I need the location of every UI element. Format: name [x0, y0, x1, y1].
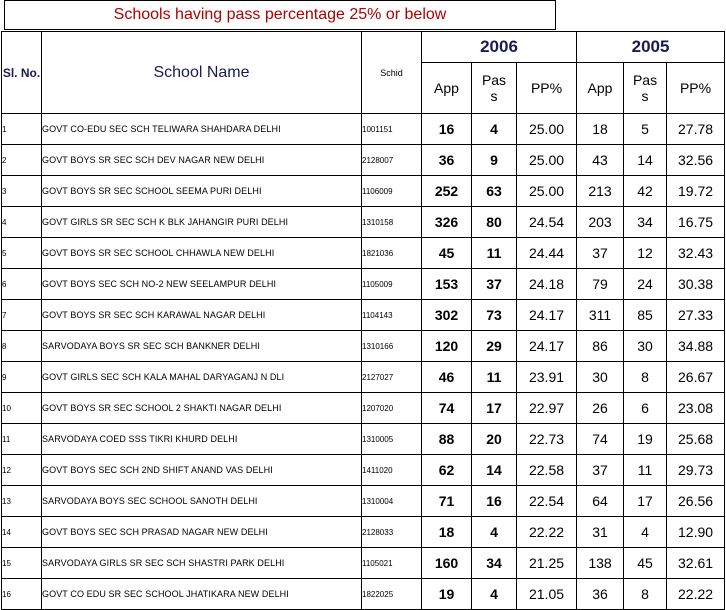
cell-pp-2005: 32.56 [667, 145, 725, 176]
cell-pass-2006: 29 [472, 331, 517, 362]
cell-sl-no: 8 [2, 331, 42, 362]
cell-app-2005: 36 [577, 579, 624, 610]
cell-pp-2006: 24.44 [517, 238, 577, 269]
cell-sl-no: 6 [2, 269, 42, 300]
table-row [2, 486, 725, 517]
cell-sl-no: 16 [2, 579, 42, 610]
header-pass-2005: Pas s [624, 63, 667, 114]
cell-pp-2006: 22.97 [517, 393, 577, 424]
cell-pp-2006: 23.91 [517, 362, 577, 393]
cell-schid: 1105021 [362, 548, 422, 579]
header-app-2006: App [422, 63, 472, 114]
cell-pp-2006: 21.05 [517, 579, 577, 610]
cell-pass-2005: 6 [624, 393, 667, 424]
cell-pp-2006: 22.54 [517, 486, 577, 517]
cell-pass-2005: 14 [624, 145, 667, 176]
cell-pp-2005: 25.68 [667, 424, 725, 455]
cell-pp-2005: 32.61 [667, 548, 725, 579]
cell-schid: 1310004 [362, 486, 422, 517]
cell-school-name: GOVT BOYS SEC SCH 2ND SHIFT ANAND VAS DELHI [42, 455, 362, 486]
cell-sl-no: 11 [2, 424, 42, 455]
cell-app-2006: 18 [422, 517, 472, 548]
header-year-2006: 2006 [422, 32, 577, 63]
cell-pass-2005: 11 [624, 455, 667, 486]
header-app-2005: App [577, 63, 624, 114]
cell-app-2005: 74 [577, 424, 624, 455]
cell-sl-no: 12 [2, 455, 42, 486]
cell-school-name: GOVT BOYS SR SEC SCH DEV NAGAR NEW DELHI [42, 145, 362, 176]
cell-pass-2006: 4 [472, 579, 517, 610]
table-row [2, 579, 725, 610]
header-pass-2006: Pas s [472, 63, 517, 114]
cell-app-2005: 311 [577, 300, 624, 331]
cell-app-2006: 326 [422, 207, 472, 238]
cell-sl-no: 3 [2, 176, 42, 207]
cell-app-2006: 19 [422, 579, 472, 610]
cell-school-name: SARVODAYA BOYS SR SEC SCH BANKNER DELHI [42, 331, 362, 362]
cell-sl-no: 1 [2, 114, 42, 145]
cell-app-2006: 62 [422, 455, 472, 486]
cell-pass-2005: 85 [624, 300, 667, 331]
cell-sl-no: 10 [2, 393, 42, 424]
cell-pp-2005: 27.78 [667, 114, 725, 145]
cell-pp-2006: 24.17 [517, 300, 577, 331]
cell-app-2006: 71 [422, 486, 472, 517]
header-schid: Schid [362, 32, 422, 114]
cell-school-name: GOVT BOYS SR SEC SCH KARAWAL NAGAR DELHI [42, 300, 362, 331]
cell-pass-2006: 20 [472, 424, 517, 455]
table-row [2, 331, 725, 362]
cell-pass-2006: 63 [472, 176, 517, 207]
cell-sl-no: 2 [2, 145, 42, 176]
cell-pp-2006: 22.73 [517, 424, 577, 455]
cell-app-2005: 31 [577, 517, 624, 548]
cell-sl-no: 14 [2, 517, 42, 548]
table-row [2, 300, 725, 331]
cell-school-name: GOVT BOYS SR SEC SCHOOL SEEMA PURI DELHI [42, 176, 362, 207]
cell-schid: 2128033 [362, 517, 422, 548]
cell-app-2006: 36 [422, 145, 472, 176]
cell-app-2005: 86 [577, 331, 624, 362]
cell-pass-2006: 37 [472, 269, 517, 300]
cell-app-2005: 79 [577, 269, 624, 300]
cell-sl-no: 15 [2, 548, 42, 579]
cell-sl-no: 9 [2, 362, 42, 393]
table-row [2, 393, 725, 424]
cell-schid: 1822025 [362, 579, 422, 610]
cell-pp-2006: 25.00 [517, 114, 577, 145]
cell-app-2006: 74 [422, 393, 472, 424]
cell-app-2006: 160 [422, 548, 472, 579]
cell-pp-2006: 24.17 [517, 331, 577, 362]
table-row [2, 114, 725, 145]
cell-pass-2005: 19 [624, 424, 667, 455]
cell-app-2005: 64 [577, 486, 624, 517]
cell-schid: 1001151 [362, 114, 422, 145]
cell-pass-2005: 24 [624, 269, 667, 300]
cell-pass-2006: 34 [472, 548, 517, 579]
cell-schid: 1310158 [362, 207, 422, 238]
cell-pp-2006: 22.58 [517, 455, 577, 486]
cell-schid: 1821036 [362, 238, 422, 269]
cell-app-2005: 37 [577, 238, 624, 269]
cell-app-2005: 18 [577, 114, 624, 145]
header-pp-2005: PP% [667, 63, 725, 114]
cell-schid: 1207020 [362, 393, 422, 424]
cell-app-2005: 213 [577, 176, 624, 207]
cell-pass-2005: 4 [624, 517, 667, 548]
header-pp-2006: PP% [517, 63, 577, 114]
cell-pp-2006: 24.54 [517, 207, 577, 238]
cell-schid: 1105009 [362, 269, 422, 300]
cell-pp-2005: 23.08 [667, 393, 725, 424]
cell-schid: 1106009 [362, 176, 422, 207]
cell-school-name: GOVT CO EDU SR SEC SCHOOL JHATIKARA NEW DELHI [42, 579, 362, 610]
cell-app-2006: 46 [422, 362, 472, 393]
cell-schid: 2127027 [362, 362, 422, 393]
cell-pp-2005: 34.88 [667, 331, 725, 362]
cell-pass-2006: 11 [472, 238, 517, 269]
cell-pass-2005: 8 [624, 579, 667, 610]
cell-app-2006: 252 [422, 176, 472, 207]
cell-app-2006: 120 [422, 331, 472, 362]
table-row [2, 269, 725, 300]
cell-pass-2005: 45 [624, 548, 667, 579]
cell-pp-2005: 27.33 [667, 300, 725, 331]
cell-app-2005: 43 [577, 145, 624, 176]
cell-pass-2005: 8 [624, 362, 667, 393]
cell-pass-2005: 42 [624, 176, 667, 207]
cell-school-name: GOVT BOYS SR SEC SCHOOL 2 SHAKTI NAGAR DELHI [42, 393, 362, 424]
cell-pass-2005: 30 [624, 331, 667, 362]
cell-app-2005: 26 [577, 393, 624, 424]
header-sl-no: Sl. No. [2, 32, 42, 114]
cell-app-2006: 45 [422, 238, 472, 269]
table-body [2, 114, 725, 610]
cell-sl-no: 13 [2, 486, 42, 517]
cell-pp-2005: 12.90 [667, 517, 725, 548]
cell-pass-2005: 12 [624, 238, 667, 269]
cell-app-2006: 153 [422, 269, 472, 300]
cell-pp-2005: 26.56 [667, 486, 725, 517]
cell-school-name: GOVT GIRLS SR SEC SCH K BLK JAHANGIR PURI DELHI [42, 207, 362, 238]
cell-app-2005: 203 [577, 207, 624, 238]
cell-app-2005: 30 [577, 362, 624, 393]
header-school-name: School Name [42, 32, 362, 114]
cell-pass-2006: 73 [472, 300, 517, 331]
cell-school-name: GOVT CO-EDU SEC SCH TELIWARA SHAHDARA DELHI [42, 114, 362, 145]
cell-schid: 1310166 [362, 331, 422, 362]
cell-schid: 1104143 [362, 300, 422, 331]
cell-sl-no: 4 [2, 207, 42, 238]
cell-school-name: GOVT BOYS SEC SCH NO-2 NEW SEELAMPUR DELHI [42, 269, 362, 300]
cell-pass-2006: 14 [472, 455, 517, 486]
cell-app-2005: 37 [577, 455, 624, 486]
cell-app-2006: 16 [422, 114, 472, 145]
cell-pp-2005: 30.38 [667, 269, 725, 300]
table-row [2, 207, 725, 238]
cell-schid: 2128007 [362, 145, 422, 176]
table-row [2, 238, 725, 269]
schools-table [1, 31, 725, 610]
cell-school-name: SARVODAYA COED SSS TIKRI KHURD DELHI [42, 424, 362, 455]
table-row [2, 176, 725, 207]
cell-app-2006: 302 [422, 300, 472, 331]
cell-school-name: SARVODAYA BOYS SEC SCHOOL SANOTH DELHI [42, 486, 362, 517]
cell-pass-2006: 9 [472, 145, 517, 176]
cell-pass-2006: 80 [472, 207, 517, 238]
cell-pp-2006: 21.25 [517, 548, 577, 579]
cell-pp-2005: 16.75 [667, 207, 725, 238]
document-title: Schools having pass percentage 25% or below [4, 0, 556, 30]
cell-app-2006: 88 [422, 424, 472, 455]
cell-sl-no: 7 [2, 300, 42, 331]
cell-pp-2005: 26.67 [667, 362, 725, 393]
cell-pass-2005: 34 [624, 207, 667, 238]
cell-pp-2005: 22.22 [667, 579, 725, 610]
cell-pass-2005: 17 [624, 486, 667, 517]
cell-schid: 1310005 [362, 424, 422, 455]
cell-school-name: GOVT BOYS SEC SCH PRASAD NAGAR NEW DELHI [42, 517, 362, 548]
cell-school-name: GOVT GIRLS SEC SCH KALA MAHAL DARYAGANJ N DLI [42, 362, 362, 393]
cell-sl-no: 5 [2, 238, 42, 269]
table-row [2, 424, 725, 455]
cell-pp-2006: 25.00 [517, 176, 577, 207]
cell-pp-2005: 19.72 [667, 176, 725, 207]
cell-pass-2006: 4 [472, 114, 517, 145]
cell-schid: 1411020 [362, 455, 422, 486]
cell-pp-2006: 25.00 [517, 145, 577, 176]
table-row [2, 455, 725, 486]
table-row [2, 362, 725, 393]
cell-pp-2006: 24.18 [517, 269, 577, 300]
cell-pass-2006: 16 [472, 486, 517, 517]
cell-app-2005: 138 [577, 548, 624, 579]
cell-pass-2006: 17 [472, 393, 517, 424]
table-row [2, 145, 725, 176]
cell-school-name: GOVT BOYS SR SEC SCHOOL CHHAWLA NEW DELHI [42, 238, 362, 269]
cell-pass-2006: 11 [472, 362, 517, 393]
cell-pass-2006: 4 [472, 517, 517, 548]
cell-pp-2005: 32.43 [667, 238, 725, 269]
table-row [2, 548, 725, 579]
cell-pp-2006: 22.22 [517, 517, 577, 548]
header-year-2005: 2005 [577, 32, 725, 63]
cell-pp-2005: 29.73 [667, 455, 725, 486]
table-row [2, 517, 725, 548]
cell-pass-2005: 5 [624, 114, 667, 145]
cell-school-name: SARVODAYA GIRLS SR SEC SCH SHASTRI PARK DELHI [42, 548, 362, 579]
